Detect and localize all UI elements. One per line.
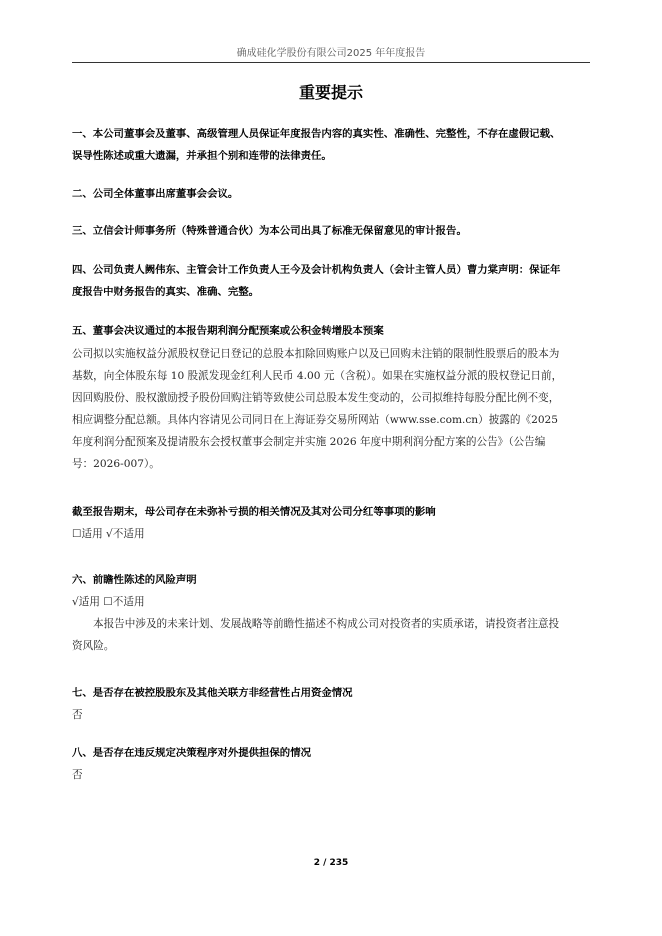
running-header: 确成硅化学股份有限公司2025 年年度报告 (236, 48, 426, 59)
page-number: 2 / 235 (313, 858, 349, 868)
notice-item-8-answer: 否 (72, 769, 83, 781)
loss-heading: 截至报告期末，母公司存在未弥补亏损的相关情况及其对公司分红等事项的影响 (72, 506, 436, 518)
header-divider (72, 62, 590, 63)
notice-item-7-answer: 否 (72, 709, 83, 721)
notice-item-3: 三、立信会计师事务所（特殊普通合伙）为本公司出具了标准无保留意见的审计报告。 (72, 225, 467, 237)
page-title: 重要提示 (298, 83, 363, 102)
notice-item-5-heading: 五、董事会决议通过的本报告期利润分配预案或公积金转增股本预案 (72, 325, 384, 337)
notice-item-6-applicability: √适用 ☐不适用 (72, 596, 145, 608)
notice-item-8-heading: 八、是否存在违反规定决策程序对外提供担保的情况 (72, 747, 311, 759)
loss-applicability: ☐适用 √不适用 (72, 528, 145, 540)
notice-item-6-heading: 六、前瞻性陈述的风险声明 (72, 574, 197, 586)
notice-item-1: 一、本公司董事会及董事、高级管理人员保证年度报告内容的真实性、准确性、完整性，不存在虚假记载、误导性陈述或重大遗漏，并承担个别和连带的法律责任。 (72, 128, 561, 162)
notice-item-6-body: 本报告中涉及的未来计划、发展战略等前瞻性描述不构成公司对投资者的实质承诺，请投资者注意投资风险。 (72, 618, 560, 652)
notice-item-7-heading: 七、是否存在被控股股东及其他关联方非经营性占用资金情况 (72, 687, 353, 699)
notice-item-5-body: 公司拟以实施权益分派股权登记日登记的总股本扣除回购账户以及已回购未注销的限制性股票后的股本为基数，向全体股东每 10 股派发现金红利人民币 4.00 元（含税）。如果在实施权益分派的股权登记日前，因回购股份、股权激励授予股份回购注销等致使公司总股本发生变动的，公司拟维持每股分配比例不变，相应调整分配总额。具体内容请见公司同日在上海证券交易所网站（www.sse.com.cn）披露的《2025 年度利润分配预案及提请股东会授权董事会制定并实施 2026 年度中期利润分配方案的公告》（公告编号：2026-007）。 (72, 348, 563, 470)
notice-item-2: 二、公司全体董事出席董事会会议。 (72, 188, 239, 200)
notice-item-4: 四、公司负责人阙伟东、主管会计工作负责人王今及会计机构负责人（会计主管人员）曹力棠声明：保证年度报告中财务报告的真实、准确、完整。 (72, 264, 561, 298)
